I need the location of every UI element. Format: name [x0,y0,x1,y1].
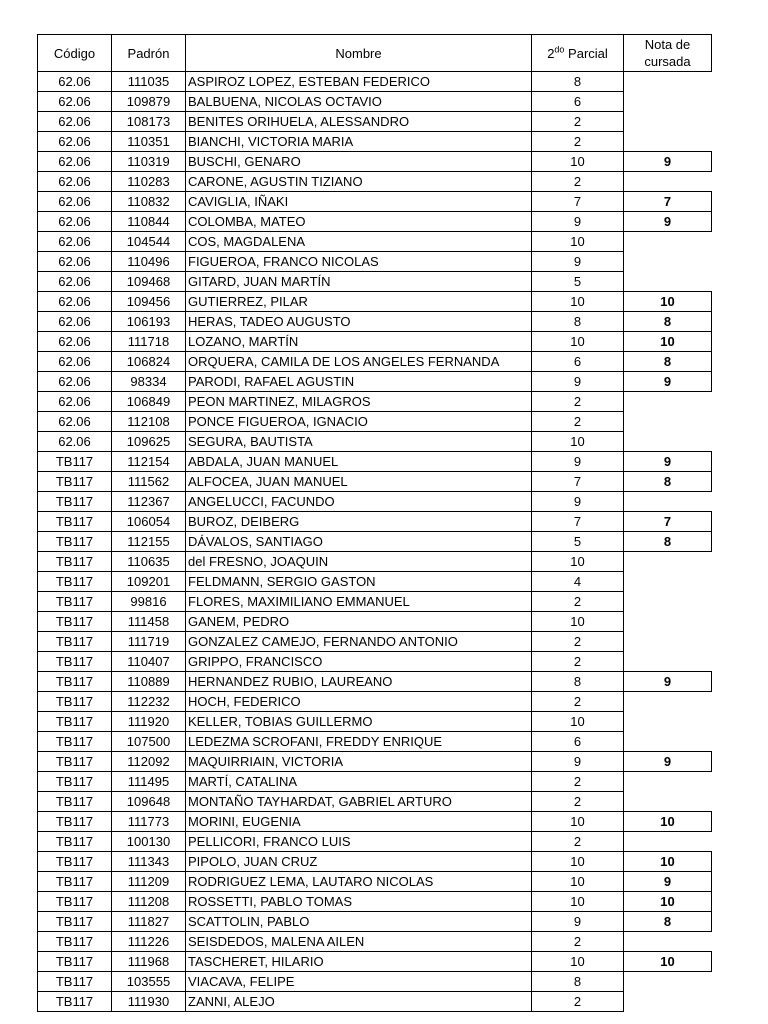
nota-cell: 7 [624,512,712,532]
nota-cell [624,432,712,452]
parcial-cell: 10 [532,152,624,172]
padron-cell: 111495 [112,772,186,792]
codigo-cell: TB117 [38,452,112,472]
table-row [38,932,712,952]
nota-cell [624,772,712,792]
codigo-cell: 62.06 [38,152,112,172]
codigo-cell: TB117 [38,852,112,872]
codigo-cell: 62.06 [38,232,112,252]
codigo-cell: TB117 [38,792,112,812]
table-row [38,872,712,892]
codigo-cell: 62.06 [38,92,112,112]
parcial-cell: 2 [532,412,624,432]
codigo-cell: TB117 [38,772,112,792]
codigo-cell: 62.06 [38,352,112,372]
table-row [38,92,712,112]
padron-cell: 111226 [112,932,186,952]
parcial-cell: 10 [532,712,624,732]
nombre-cell: PARODI, RAFAEL AGUSTIN [186,372,532,392]
nota-cell [624,252,712,272]
table-row [38,352,712,372]
parcial-cell: 8 [532,972,624,992]
nota-cell: 7 [624,192,712,212]
table-row [38,632,712,652]
parcial-cell: 10 [532,552,624,572]
nombre-cell: DÁVALOS, SANTIAGO [186,532,532,552]
codigo-cell: 62.06 [38,192,112,212]
nombre-cell: PONCE FIGUEROA, IGNACIO [186,412,532,432]
nota-cell: 8 [624,472,712,492]
table-row [38,292,712,312]
padron-cell: 106054 [112,512,186,532]
padron-cell: 106824 [112,352,186,372]
table-row [38,472,712,492]
table-row [38,232,712,252]
nombre-cell: CAVIGLIA, IÑAKI [186,192,532,212]
nota-cell: 9 [624,872,712,892]
parcial-cell: 10 [532,952,624,972]
padron-cell: 109625 [112,432,186,452]
parcial-cell: 9 [532,372,624,392]
padron-cell: 104544 [112,232,186,252]
padron-cell: 110283 [112,172,186,192]
nombre-cell: ANGELUCCI, FACUNDO [186,492,532,512]
padron-cell: 111930 [112,992,186,1012]
nombre-cell: HERNANDEZ RUBIO, LAUREANO [186,672,532,692]
codigo-cell: TB117 [38,932,112,952]
nota-cell: 8 [624,912,712,932]
grades-sheet [37,34,712,1012]
padron-cell: 110351 [112,132,186,152]
parcial-cell: 10 [532,812,624,832]
codigo-cell: TB117 [38,692,112,712]
nombre-cell: ROSSETTI, PABLO TOMAS [186,892,532,912]
nota-cell [624,592,712,612]
codigo-cell: TB117 [38,832,112,852]
nombre-cell: SEGURA, BAUTISTA [186,432,532,452]
codigo-cell: 62.06 [38,312,112,332]
codigo-cell: 62.06 [38,252,112,272]
table-row [38,972,712,992]
codigo-cell: TB117 [38,612,112,632]
table-row [38,332,712,352]
parcial-cell: 10 [532,292,624,312]
padron-cell: 109648 [112,792,186,812]
nombre-cell: MARTÍ, CATALINA [186,772,532,792]
codigo-cell: 62.06 [38,432,112,452]
parcial-cell: 6 [532,352,624,372]
nombre-cell: COS, MAGDALENA [186,232,532,252]
padron-cell: 111208 [112,892,186,912]
nota-cell: 10 [624,892,712,912]
table-row [38,792,712,812]
parcial-cell: 2 [532,592,624,612]
codigo-cell: 62.06 [38,292,112,312]
parcial-cell: 2 [532,932,624,952]
table-row [38,612,712,632]
header-nota-line2: cursada [644,54,691,69]
nombre-cell: BENITES ORIHUELA, ALESSANDRO [186,112,532,132]
nombre-cell: MONTAÑO TAYHARDAT, GABRIEL ARTURO [186,792,532,812]
header-nota [624,35,712,72]
nombre-cell: PIPOLO, JUAN CRUZ [186,852,532,872]
parcial-cell: 9 [532,452,624,472]
header-parcial-text: Parcial [564,45,608,61]
padron-cell: 112108 [112,412,186,432]
codigo-cell: TB117 [38,592,112,612]
nombre-cell: ALFOCEA, JUAN MANUEL [186,472,532,492]
table-row [38,192,712,212]
parcial-cell: 10 [532,232,624,252]
nombre-cell: CARONE, AGUSTIN TIZIANO [186,172,532,192]
padron-cell: 111968 [112,952,186,972]
nota-cell: 9 [624,152,712,172]
nota-cell: 10 [624,812,712,832]
codigo-cell: TB117 [38,972,112,992]
codigo-cell: 62.06 [38,272,112,292]
nota-cell [624,552,712,572]
codigo-cell: 62.06 [38,212,112,232]
nombre-cell: del FRESNO, JOAQUIN [186,552,532,572]
parcial-cell: 4 [532,572,624,592]
codigo-cell: 62.06 [38,132,112,152]
table-row [38,72,712,92]
padron-cell: 107500 [112,732,186,752]
nota-cell [624,992,712,1012]
parcial-cell: 8 [532,312,624,332]
nota-cell [624,492,712,512]
padron-cell: 111719 [112,632,186,652]
nombre-cell: BUROZ, DEIBERG [186,512,532,532]
table-row [38,252,712,272]
codigo-cell: TB117 [38,632,112,652]
parcial-cell: 2 [532,632,624,652]
parcial-cell: 6 [532,92,624,112]
nombre-cell: FLORES, MAXIMILIANO EMMANUEL [186,592,532,612]
padron-cell: 111343 [112,852,186,872]
parcial-cell: 5 [532,532,624,552]
nombre-cell: SEISDEDOS, MALENA AILEN [186,932,532,952]
table-row [38,272,712,292]
padron-cell: 110496 [112,252,186,272]
nombre-cell: BIANCHI, VICTORIA MARIA [186,132,532,152]
nota-cell [624,132,712,152]
table-row [38,712,712,732]
table-row [38,672,712,692]
nota-cell [624,392,712,412]
table-row [38,392,712,412]
nombre-cell: RODRIGUEZ LEMA, LAUTARO NICOLAS [186,872,532,892]
nota-cell: 10 [624,332,712,352]
parcial-cell: 10 [532,872,624,892]
padron-cell: 109201 [112,572,186,592]
padron-cell: 99816 [112,592,186,612]
grades-table [37,34,712,1012]
nota-cell [624,832,712,852]
padron-cell: 98334 [112,372,186,392]
padron-cell: 111035 [112,72,186,92]
table-row [38,212,712,232]
parcial-cell: 6 [532,732,624,752]
padron-cell: 112232 [112,692,186,712]
header-row [38,35,712,72]
table-row [38,912,712,932]
nombre-cell: SCATTOLIN, PABLO [186,912,532,932]
padron-cell: 110407 [112,652,186,672]
nota-cell: 9 [624,212,712,232]
nota-cell [624,172,712,192]
nombre-cell: GITARD, JUAN MARTÍN [186,272,532,292]
nombre-cell: ZANNI, ALEJO [186,992,532,1012]
table-row [38,732,712,752]
nota-cell: 9 [624,752,712,772]
nombre-cell: HOCH, FEDERICO [186,692,532,712]
codigo-cell: TB117 [38,652,112,672]
nota-cell: 8 [624,312,712,332]
codigo-cell: 62.06 [38,112,112,132]
header-parcial-sup: do [554,44,565,55]
padron-cell: 110319 [112,152,186,172]
parcial-cell: 7 [532,512,624,532]
table-row [38,172,712,192]
nombre-cell: HERAS, TADEO AUGUSTO [186,312,532,332]
nota-cell [624,692,712,712]
padron-cell: 112367 [112,492,186,512]
nombre-cell: GRIPPO, FRANCISCO [186,652,532,672]
padron-cell: 111920 [112,712,186,732]
codigo-cell: TB117 [38,512,112,532]
table-row [38,452,712,472]
header-nota-line1: Nota de [644,37,691,52]
nombre-cell: GUTIERREZ, PILAR [186,292,532,312]
parcial-cell: 10 [532,432,624,452]
parcial-cell: 2 [532,832,624,852]
nota-cell [624,92,712,112]
parcial-cell: 7 [532,192,624,212]
parcial-cell: 9 [532,492,624,512]
codigo-cell: TB117 [38,572,112,592]
codigo-cell: TB117 [38,872,112,892]
padron-cell: 111562 [112,472,186,492]
table-row [38,892,712,912]
parcial-cell: 8 [532,72,624,92]
table-row [38,492,712,512]
nota-cell: 8 [624,352,712,372]
parcial-cell: 9 [532,912,624,932]
nota-cell: 9 [624,452,712,472]
padron-cell: 112155 [112,532,186,552]
nota-cell: 8 [624,532,712,552]
padron-cell: 110635 [112,552,186,572]
padron-cell: 111718 [112,332,186,352]
padron-cell: 111773 [112,812,186,832]
codigo-cell: TB117 [38,992,112,1012]
parcial-cell: 2 [532,792,624,812]
nota-cell: 9 [624,672,712,692]
parcial-cell: 2 [532,652,624,672]
nombre-cell: ASPIROZ LOPEZ, ESTEBAN FEDERICO [186,72,532,92]
nota-cell [624,572,712,592]
nombre-cell: FIGUEROA, FRANCO NICOLAS [186,252,532,272]
nombre-cell: PELLICORI, FRANCO LUIS [186,832,532,852]
padron-cell: 111209 [112,872,186,892]
codigo-cell: TB117 [38,472,112,492]
padron-cell: 109468 [112,272,186,292]
header-parcial-num: 2 [547,45,555,61]
nota-cell [624,112,712,132]
codigo-cell: 62.06 [38,412,112,432]
padron-cell: 110889 [112,672,186,692]
codigo-cell: TB117 [38,952,112,972]
codigo-cell: 62.06 [38,172,112,192]
table-row [38,432,712,452]
header-codigo: Código [38,35,112,72]
nombre-cell: ORQUERA, CAMILA DE LOS ANGELES FERNANDA [186,352,532,372]
parcial-cell: 2 [532,992,624,1012]
table-row [38,312,712,332]
table-row [38,832,712,852]
nota-cell [624,232,712,252]
padron-cell: 106193 [112,312,186,332]
parcial-cell: 10 [532,892,624,912]
codigo-cell: TB117 [38,732,112,752]
nota-cell: 10 [624,852,712,872]
padron-cell: 112154 [112,452,186,472]
table-row [38,412,712,432]
nombre-cell: FELDMANN, SERGIO GASTON [186,572,532,592]
nombre-cell: GANEM, PEDRO [186,612,532,632]
parcial-cell: 10 [532,852,624,872]
nombre-cell: PEON MARTINEZ, MILAGROS [186,392,532,412]
table-row [38,592,712,612]
parcial-cell: 2 [532,692,624,712]
table-row [38,752,712,772]
padron-cell: 111458 [112,612,186,632]
table-row [38,512,712,532]
nombre-cell: MORINI, EUGENIA [186,812,532,832]
table-row [38,132,712,152]
parcial-cell: 9 [532,212,624,232]
padron-cell: 103555 [112,972,186,992]
padron-cell: 106849 [112,392,186,412]
header-padron: Padrón [112,35,186,72]
padron-cell: 100130 [112,832,186,852]
nombre-cell: COLOMBA, MATEO [186,212,532,232]
parcial-cell: 2 [532,172,624,192]
parcial-cell: 2 [532,392,624,412]
codigo-cell: 62.06 [38,392,112,412]
nota-cell [624,72,712,92]
nota-cell: 10 [624,292,712,312]
padron-cell: 108173 [112,112,186,132]
codigo-cell: TB117 [38,552,112,572]
nota-cell [624,932,712,952]
codigo-cell: TB117 [38,892,112,912]
codigo-cell: 62.06 [38,372,112,392]
parcial-cell: 9 [532,252,624,272]
padron-cell: 112092 [112,752,186,772]
table-row [38,992,712,1012]
nombre-cell: MAQUIRRIAIN, VICTORIA [186,752,532,772]
nota-cell [624,272,712,292]
codigo-cell: TB117 [38,912,112,932]
nota-cell [624,652,712,672]
codigo-cell: TB117 [38,672,112,692]
codigo-cell: TB117 [38,492,112,512]
table-row [38,112,712,132]
padron-cell: 110832 [112,192,186,212]
nota-cell [624,972,712,992]
nota-cell: 9 [624,372,712,392]
nota-cell [624,632,712,652]
padron-cell: 110844 [112,212,186,232]
table-row [38,532,712,552]
nota-cell [624,732,712,752]
parcial-cell: 10 [532,332,624,352]
header-parcial [532,35,624,72]
nombre-cell: BALBUENA, NICOLAS OCTAVIO [186,92,532,112]
table-row [38,772,712,792]
nota-cell [624,792,712,812]
table-row [38,852,712,872]
nombre-cell: BUSCHI, GENARO [186,152,532,172]
parcial-cell: 8 [532,672,624,692]
table-row [38,952,712,972]
parcial-cell: 9 [532,752,624,772]
table-body [38,72,712,1012]
codigo-cell: 62.06 [38,332,112,352]
nombre-cell: GONZALEZ CAMEJO, FERNANDO ANTONIO [186,632,532,652]
nota-cell [624,412,712,432]
parcial-cell: 2 [532,132,624,152]
parcial-cell: 2 [532,772,624,792]
codigo-cell: TB117 [38,812,112,832]
codigo-cell: TB117 [38,712,112,732]
codigo-cell: TB117 [38,532,112,552]
nota-cell: 10 [624,952,712,972]
table-row [38,152,712,172]
nombre-cell: LEDEZMA SCROFANI, FREDDY ENRIQUE [186,732,532,752]
table-row [38,552,712,572]
table-row [38,372,712,392]
header-nombre: Nombre [186,35,532,72]
nombre-cell: KELLER, TOBIAS GUILLERMO [186,712,532,732]
table-row [38,572,712,592]
nota-cell [624,612,712,632]
nombre-cell: ABDALA, JUAN MANUEL [186,452,532,472]
codigo-cell: TB117 [38,752,112,772]
nota-cell [624,712,712,732]
parcial-cell: 10 [532,612,624,632]
table-row [38,692,712,712]
parcial-cell: 2 [532,112,624,132]
nombre-cell: LOZANO, MARTÍN [186,332,532,352]
padron-cell: 111827 [112,912,186,932]
codigo-cell: 62.06 [38,72,112,92]
parcial-cell: 5 [532,272,624,292]
padron-cell: 109456 [112,292,186,312]
padron-cell: 109879 [112,92,186,112]
table-row [38,812,712,832]
table-row [38,652,712,672]
parcial-cell: 7 [532,472,624,492]
nombre-cell: VIACAVA, FELIPE [186,972,532,992]
nombre-cell: TASCHERET, HILARIO [186,952,532,972]
